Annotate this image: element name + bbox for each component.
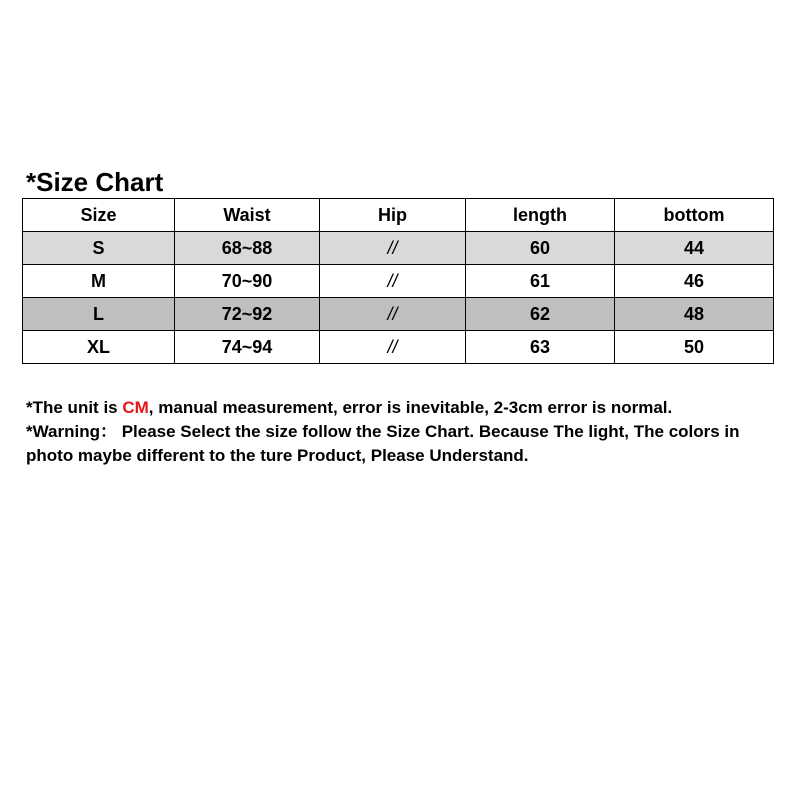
unit-note (26, 396, 786, 420)
cell-hip: // (320, 298, 466, 331)
size-chart-table (22, 198, 774, 364)
table-header-row (23, 199, 774, 232)
cell-waist: 74~94 (175, 331, 320, 364)
cell-size: L (23, 298, 175, 331)
table-row (23, 298, 774, 331)
cell-waist: 72~92 (175, 298, 320, 331)
cell-size: XL (23, 331, 175, 364)
notes (26, 396, 786, 468)
cell-hip: // (320, 331, 466, 364)
cell-waist: 68~88 (175, 232, 320, 265)
unit-note-prefix: *The unit is (26, 398, 123, 417)
table-row (23, 232, 774, 265)
cell-bottom: 50 (615, 331, 774, 364)
header-bottom: bottom (615, 199, 774, 232)
cell-waist: 70~90 (175, 265, 320, 298)
unit-note-suffix: , manual measurement, error is inevitable, 2-3cm error is normal. (148, 398, 673, 417)
page-title: *Size Chart (26, 167, 164, 197)
cell-length: 60 (466, 232, 615, 265)
cell-hip: // (320, 232, 466, 265)
cell-bottom: 46 (615, 265, 774, 298)
cell-length: 62 (466, 298, 615, 331)
cell-size: S (23, 232, 175, 265)
table-row (23, 331, 774, 364)
unit-label: CM (122, 398, 149, 417)
cell-length: 61 (466, 265, 615, 298)
header-waist: Waist (175, 199, 320, 232)
header-hip: Hip (320, 199, 466, 232)
cell-bottom: 44 (615, 232, 774, 265)
warning-note: *Warning： Please Select the size follow the Size Chart. Because The light, The colors in photo maybe different to the ture Product, Please Understand. (26, 422, 740, 465)
cell-hip: // (320, 265, 466, 298)
header-length: length (466, 199, 615, 232)
cell-length: 63 (466, 331, 615, 364)
cell-size: M (23, 265, 175, 298)
header-size: Size (23, 199, 175, 232)
cell-bottom: 48 (615, 298, 774, 331)
table-row (23, 265, 774, 298)
